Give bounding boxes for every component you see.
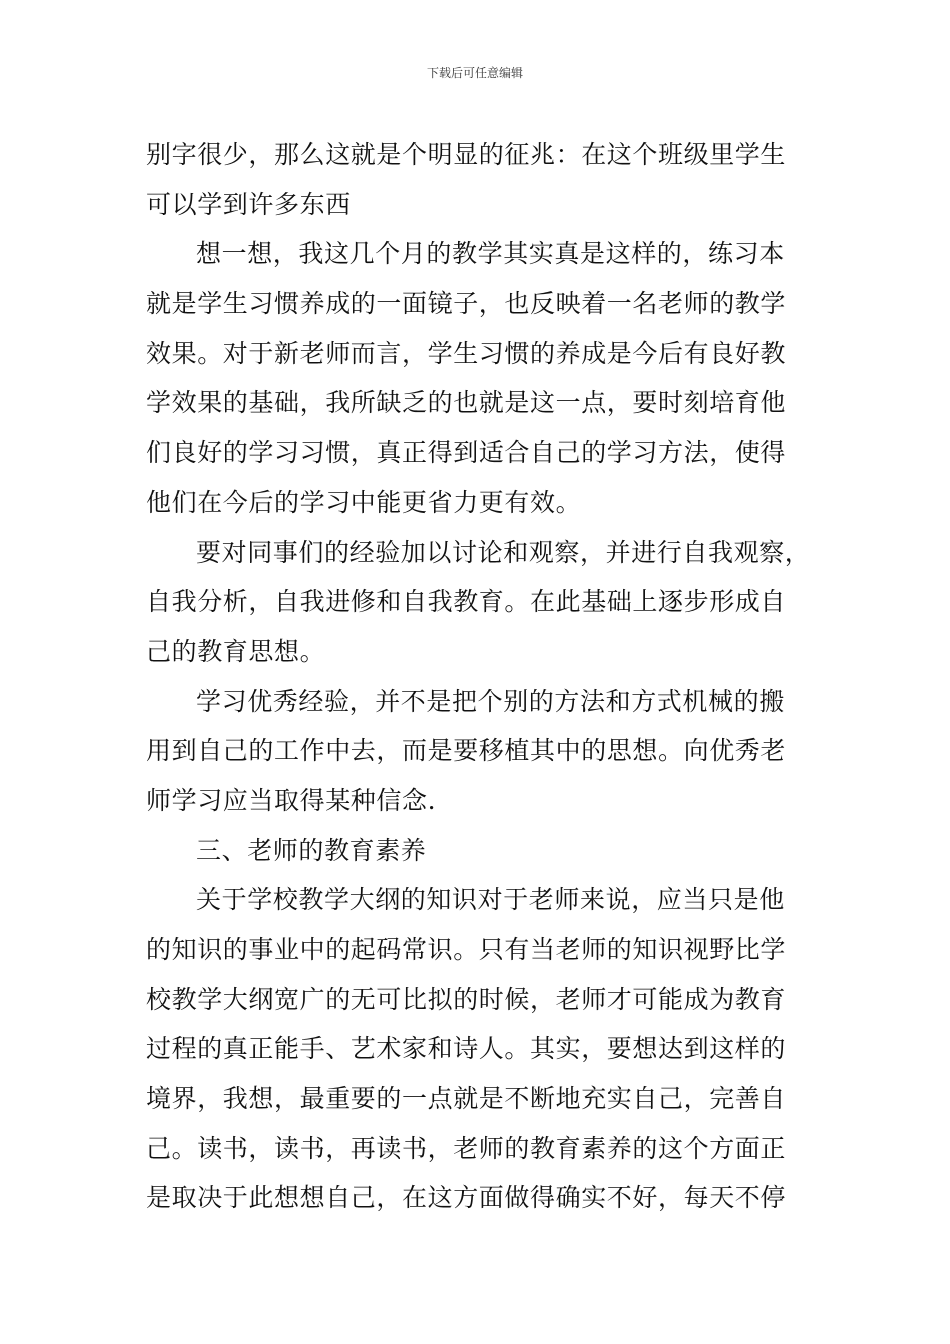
text-line: 过程的真正能手、艺术家和诗人。其实，要想达到这样的 [146,1034,787,1064]
body-text [146,130,811,1223]
text-line: 关于学校教学大纲的知识对于老师来说，应当只是他 [196,885,785,915]
text-line: 们良好的学习习惯，真正得到适合自己的学习方法，使得 [146,438,787,468]
text-line: 己。读书，读书，再读书，老师的教育素养的这个方面正 [146,1133,787,1163]
text-line: 己的教育思想。 [146,636,326,666]
text-line: 想一想，我这几个月的教学其实真是这样的，练习本 [196,239,785,269]
text-line: 学效果的基础，我所缺乏的也就是这一点，要时刻培育他 [146,388,787,418]
text-line: 别字很少，那么这就是个明显的征兆：在这个班级里学生 [146,140,787,169]
section-heading: 三、老师的教育素养 [196,835,427,865]
text-line: 境界，我想，最重要的一点就是不断地充实自己，完善自 [146,1084,787,1114]
text-line: 就是学生习惯养成的一面镜子，也反映着一名老师的教学 [146,289,787,319]
text-line: 可以学到许多东西 [146,189,351,219]
text-line: 师学习应当取得某种信念. [146,785,437,815]
text-line: 效果。对于新老师而言，学生习惯的养成是今后有良好教 [146,338,787,368]
text-line: 要对同事们的经验加以讨论和观察，并进行自我观察， [196,537,811,567]
text-line: 的知识的事业中的起码常识。只有当老师的知识视野比学 [146,935,787,964]
text-line: 校教学大纲宽广的无可比拟的时候，老师才可能成为教育 [146,984,787,1014]
text-line: 学习优秀经验，并不是把个别的方法和方式机械的搬 [196,686,785,716]
text-line: 他们在今后的学习中能更省力更有效。 [146,487,582,517]
page-header: 下载后可任意编辑 [426,66,523,80]
text-line: 用到自己的工作中去，而是要移植其中的思想。向优秀老 [146,736,787,766]
text-line: 是取决于此想想自己，在这方面做得确实不好，每天不停 [146,1183,787,1213]
text-line: 自我分析，自我进修和自我教育。在此基础上逐步形成自 [146,587,787,617]
